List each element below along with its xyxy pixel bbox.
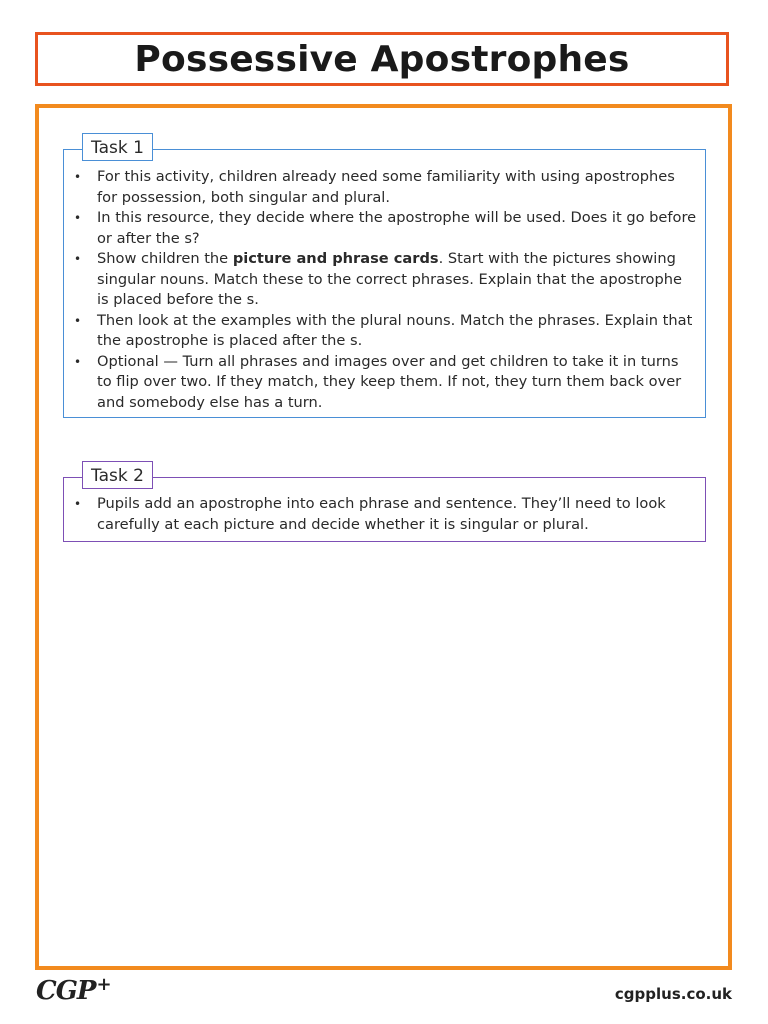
list-item: • Show children the picture and phrase cards. Start with the pictures showing singular nouns. Match these to the correct phrases. Explain that the apostrophe is placed before the s. [72,249,697,311]
task-2-label: Task 2 [82,461,153,489]
cgp-logo: CGP + [36,974,111,1006]
task-1-list [72,167,697,413]
list-item: • Pupils add an apostrophe into each phrase and sentence. They’ll need to look carefully at each picture and decide whether it is singular or plural. [72,494,697,535]
page-title: Possessive Apostrophes [134,38,630,80]
list-item: • For this activity, children already need some familiarity with using apostrophes for possession, both singular and plural. [72,167,697,208]
list-item: • In this resource, they decide where the apostrophe will be used. Does it go before or after the s? [72,208,697,249]
task-1-label: Task 1 [82,133,153,161]
footer-url: cgpplus.co.uk [614,985,732,1003]
title-banner [35,32,729,86]
emphasis-text: picture and phrase cards [232,250,439,267]
list-item: • Optional — Turn all phrases and images over and get children to take it in turns to flip over two. If they match, they keep them. If not, they turn them back over and somebody else has a turn. [72,352,697,414]
list-item: • Then look at the examples with the plural nouns. Match the phrases. Explain that the apostrophe is placed after the s. [72,311,697,352]
task-2-list [72,494,697,535]
task-1-box [63,138,706,418]
task-2-box [63,466,706,542]
